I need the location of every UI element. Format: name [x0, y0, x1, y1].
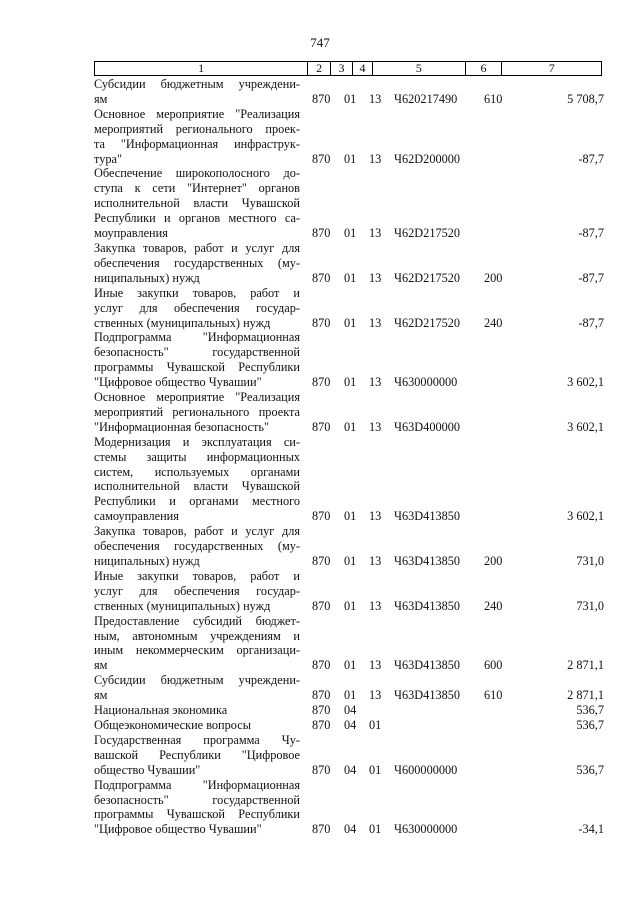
row-target-article: Ч630000000	[394, 375, 458, 390]
row-sum: 2 871,1	[567, 688, 604, 703]
row-target-article: Ч62D217520	[394, 226, 461, 241]
row-sum: -87,7	[578, 270, 604, 285]
row-name-line: ниципальных) нужд	[94, 270, 200, 285]
row-subsection: 13	[369, 315, 382, 330]
row-name-line: иным некоммерческим организаци-	[94, 643, 300, 658]
row-name	[94, 718, 300, 733]
table-row	[94, 673, 604, 703]
row-name-line: "Информационная безопасность"	[94, 419, 270, 434]
row-section: 01	[344, 226, 357, 241]
row-subsection: 13	[369, 598, 382, 613]
row-name-line: Обеспечение широкополосного до-	[94, 166, 300, 181]
row-name-line: Иные закупки товаров, работ и	[94, 568, 300, 583]
row-grbs: 870	[312, 598, 331, 613]
row-name-line: систем, используемых органами	[94, 464, 300, 479]
row-name-line: ниципальных) нужд	[94, 554, 200, 568]
row-section: 01	[344, 509, 357, 524]
row-grbs: 870	[312, 762, 331, 777]
row-name	[94, 286, 300, 331]
row-name-line: Закупка товаров, работ и услуг для	[94, 524, 300, 539]
table-row	[94, 778, 604, 838]
row-name	[94, 107, 300, 167]
row-name-line: "Цифровое общество Чувашии"	[94, 822, 262, 837]
row-name-line: Государственная программа Чу-	[94, 732, 300, 747]
row-name-line: стемы защиты информационных	[94, 449, 300, 464]
row-target-article: Ч62D217520	[394, 315, 461, 330]
row-name-line: ям	[94, 91, 108, 106]
row-grbs: 870	[312, 151, 331, 166]
row-section: 04	[344, 822, 357, 837]
row-subsection: 13	[369, 91, 382, 106]
row-name-line: услуг для обеспечения государ-	[94, 583, 300, 598]
row-name-line: исполнительной власти Чувашской	[94, 479, 300, 494]
row-sum: 3 602,1	[567, 509, 604, 524]
table-row	[94, 733, 604, 778]
row-section: 04	[344, 717, 357, 732]
row-name	[94, 569, 300, 614]
row-section: 01	[344, 598, 357, 613]
row-subsection: 13	[369, 226, 382, 241]
row-target-article: Ч63D400000	[394, 419, 461, 434]
budget-table-body	[94, 77, 604, 837]
row-sum: -34,1	[578, 822, 604, 837]
row-name-line: Закупка товаров, работ и услуг для	[94, 240, 300, 255]
row-subsection: 13	[369, 270, 382, 285]
header-col-2: 2	[308, 62, 331, 75]
row-target-article: Ч63D413850	[394, 509, 461, 524]
row-target-article: Ч620217490	[394, 91, 458, 106]
header-col-1: 1	[95, 62, 308, 75]
row-name-line: ям	[94, 658, 108, 673]
row-name-line: Основное мероприятие "Реализация	[94, 106, 300, 121]
row-target-article: Ч63D413850	[394, 598, 461, 613]
row-section: 01	[344, 270, 357, 285]
row-name-line: Субсидии бюджетным учреждени-	[94, 77, 300, 91]
row-sum: 3 602,1	[567, 375, 604, 390]
row-subsection: 13	[369, 688, 382, 703]
row-target-article: Ч62D217520	[394, 270, 461, 285]
row-name	[94, 614, 300, 674]
table-row	[94, 241, 604, 286]
row-expense-type: 600	[484, 658, 503, 673]
row-grbs: 870	[312, 91, 331, 106]
row-name	[94, 241, 300, 286]
table-row	[94, 435, 604, 524]
row-name	[94, 166, 300, 241]
header-col-3: 3	[331, 62, 353, 75]
row-sum: 2 871,1	[567, 658, 604, 673]
row-name-line: программы Чувашской Республики	[94, 360, 300, 375]
row-name-line: исполнительной власти Чувашской	[94, 196, 300, 211]
row-grbs: 870	[312, 315, 331, 330]
table-row	[94, 614, 604, 674]
row-name	[94, 673, 300, 703]
row-grbs: 870	[312, 717, 331, 732]
row-grbs: 870	[312, 419, 331, 434]
row-grbs: 870	[312, 554, 331, 568]
row-sum: 536,7	[576, 703, 604, 718]
row-subsection: 13	[369, 658, 382, 673]
row-section: 01	[344, 554, 357, 568]
row-subsection: 13	[369, 151, 382, 166]
row-name	[94, 703, 300, 718]
row-sum: 731,0	[576, 598, 604, 613]
row-section: 01	[344, 315, 357, 330]
table-row	[94, 703, 604, 718]
table-row	[94, 569, 604, 614]
row-target-article: Ч63D413850	[394, 688, 461, 703]
table-row	[94, 107, 604, 167]
row-name-line: Субсидии бюджетным учреждени-	[94, 673, 300, 688]
row-grbs: 870	[312, 270, 331, 285]
row-name-line: тура"	[94, 151, 122, 166]
row-name-line: Иные закупки товаров, работ и	[94, 285, 300, 300]
row-name-line: вашской Республики "Цифровое	[94, 747, 300, 762]
row-section: 04	[344, 762, 357, 777]
row-name	[94, 330, 300, 390]
row-name-line: ственных (муниципальных) нужд	[94, 315, 271, 330]
row-grbs: 870	[312, 658, 331, 673]
header-col-6: 6	[466, 62, 503, 75]
row-name	[94, 733, 300, 778]
row-name-line: Республики и органов местного са-	[94, 211, 300, 226]
row-sum: 731,0	[576, 554, 604, 568]
row-name-line: "Цифровое общество Чувашии"	[94, 375, 262, 390]
row-sum: -87,7	[578, 315, 604, 330]
row-sum: 5 708,7	[567, 91, 604, 106]
row-target-article: Ч63D413850	[394, 554, 461, 568]
row-expense-type: 610	[484, 91, 503, 106]
row-subsection: 13	[369, 554, 382, 568]
row-name	[94, 390, 300, 435]
page-number: 747	[310, 35, 330, 50]
header-col-7: 7	[548, 61, 555, 75]
header-col-5: 5	[373, 62, 466, 75]
row-expense-type: 240	[484, 315, 503, 330]
row-subsection: 13	[369, 375, 382, 390]
table-row	[94, 330, 604, 390]
row-grbs: 870	[312, 703, 331, 718]
row-name-line: Подпрограмма "Информационная	[94, 330, 300, 345]
row-sum: 536,7	[576, 762, 604, 777]
row-section: 01	[344, 151, 357, 166]
row-name-line: Модернизация и эксплуатация си-	[94, 434, 300, 449]
row-name	[94, 778, 300, 838]
table-row	[94, 524, 604, 569]
row-section: 01	[344, 688, 357, 703]
row-section: 01	[344, 419, 357, 434]
row-name-line: Предоставление субсидий бюджет-	[94, 613, 300, 628]
row-subsection: 01	[369, 717, 382, 732]
row-name-line: безопасность" государственной	[94, 345, 300, 360]
table-row	[94, 286, 604, 331]
row-grbs: 870	[312, 226, 331, 241]
row-name-line: ям	[94, 688, 108, 703]
header-col-4: 4	[353, 62, 373, 75]
row-name-line: обеспечения государственных (му-	[94, 539, 300, 554]
row-name-line: услуг для обеспечения государ-	[94, 300, 300, 315]
row-target-article: Ч63D413850	[394, 658, 461, 673]
row-sum: 536,7	[576, 717, 604, 732]
row-sum: -87,7	[578, 151, 604, 166]
row-target-article: Ч630000000	[394, 822, 458, 837]
row-name-line: общество Чувашии"	[94, 762, 201, 777]
row-section: 04	[344, 703, 357, 718]
row-expense-type: 200	[484, 270, 503, 285]
table-row	[94, 390, 604, 435]
row-name-line: самоуправления	[94, 509, 179, 524]
row-expense-type: 610	[484, 688, 503, 703]
row-expense-type: 200	[484, 554, 503, 568]
row-expense-type: 240	[484, 598, 503, 613]
row-name-line: та "Информационная инфраструк-	[94, 136, 300, 151]
row-name-line: Общеэкономические вопросы	[94, 717, 251, 732]
row-grbs: 870	[312, 509, 331, 524]
row-name-line: ступа к сети "Интернет" органов	[94, 181, 300, 196]
row-name-line: ным, автономным учреждениям и	[94, 628, 300, 643]
row-target-article: Ч62D200000	[394, 151, 461, 166]
row-name-line: безопасность" государственной	[94, 792, 300, 807]
row-name	[94, 524, 300, 569]
row-subsection: 01	[369, 762, 382, 777]
row-name	[94, 435, 300, 524]
table-row	[94, 718, 604, 733]
row-name-line: мероприятий регионального проек-	[94, 121, 300, 136]
row-target-article: Ч600000000	[394, 762, 458, 777]
row-grbs: 870	[312, 688, 331, 703]
row-sum: -87,7	[578, 226, 604, 241]
table-header	[94, 61, 602, 76]
row-section: 01	[344, 658, 357, 673]
row-grbs: 870	[312, 375, 331, 390]
row-section: 01	[344, 375, 357, 390]
row-name-line: Республики и органами местного	[94, 494, 300, 509]
row-sum: 3 602,1	[567, 419, 604, 434]
row-name-line: моуправления	[94, 226, 168, 241]
table-row	[94, 77, 604, 107]
table-row	[94, 166, 604, 241]
row-name-line: обеспечения государственных (му-	[94, 255, 300, 270]
row-name-line: Национальная экономика	[94, 703, 228, 718]
row-name-line: мероприятий регионального проекта	[94, 404, 300, 419]
row-name-line: Подпрограмма "Информационная	[94, 777, 300, 792]
row-section: 01	[344, 91, 357, 106]
row-subsection: 13	[369, 419, 382, 434]
row-name	[94, 77, 300, 107]
row-name-line: Основное мероприятие "Реализация	[94, 390, 300, 405]
row-name-line: ственных (муниципальных) нужд	[94, 598, 271, 613]
row-subsection: 01	[369, 822, 382, 837]
row-name-line: программы Чувашской Республики	[94, 807, 300, 822]
row-subsection: 13	[369, 509, 382, 524]
row-grbs: 870	[312, 822, 331, 837]
